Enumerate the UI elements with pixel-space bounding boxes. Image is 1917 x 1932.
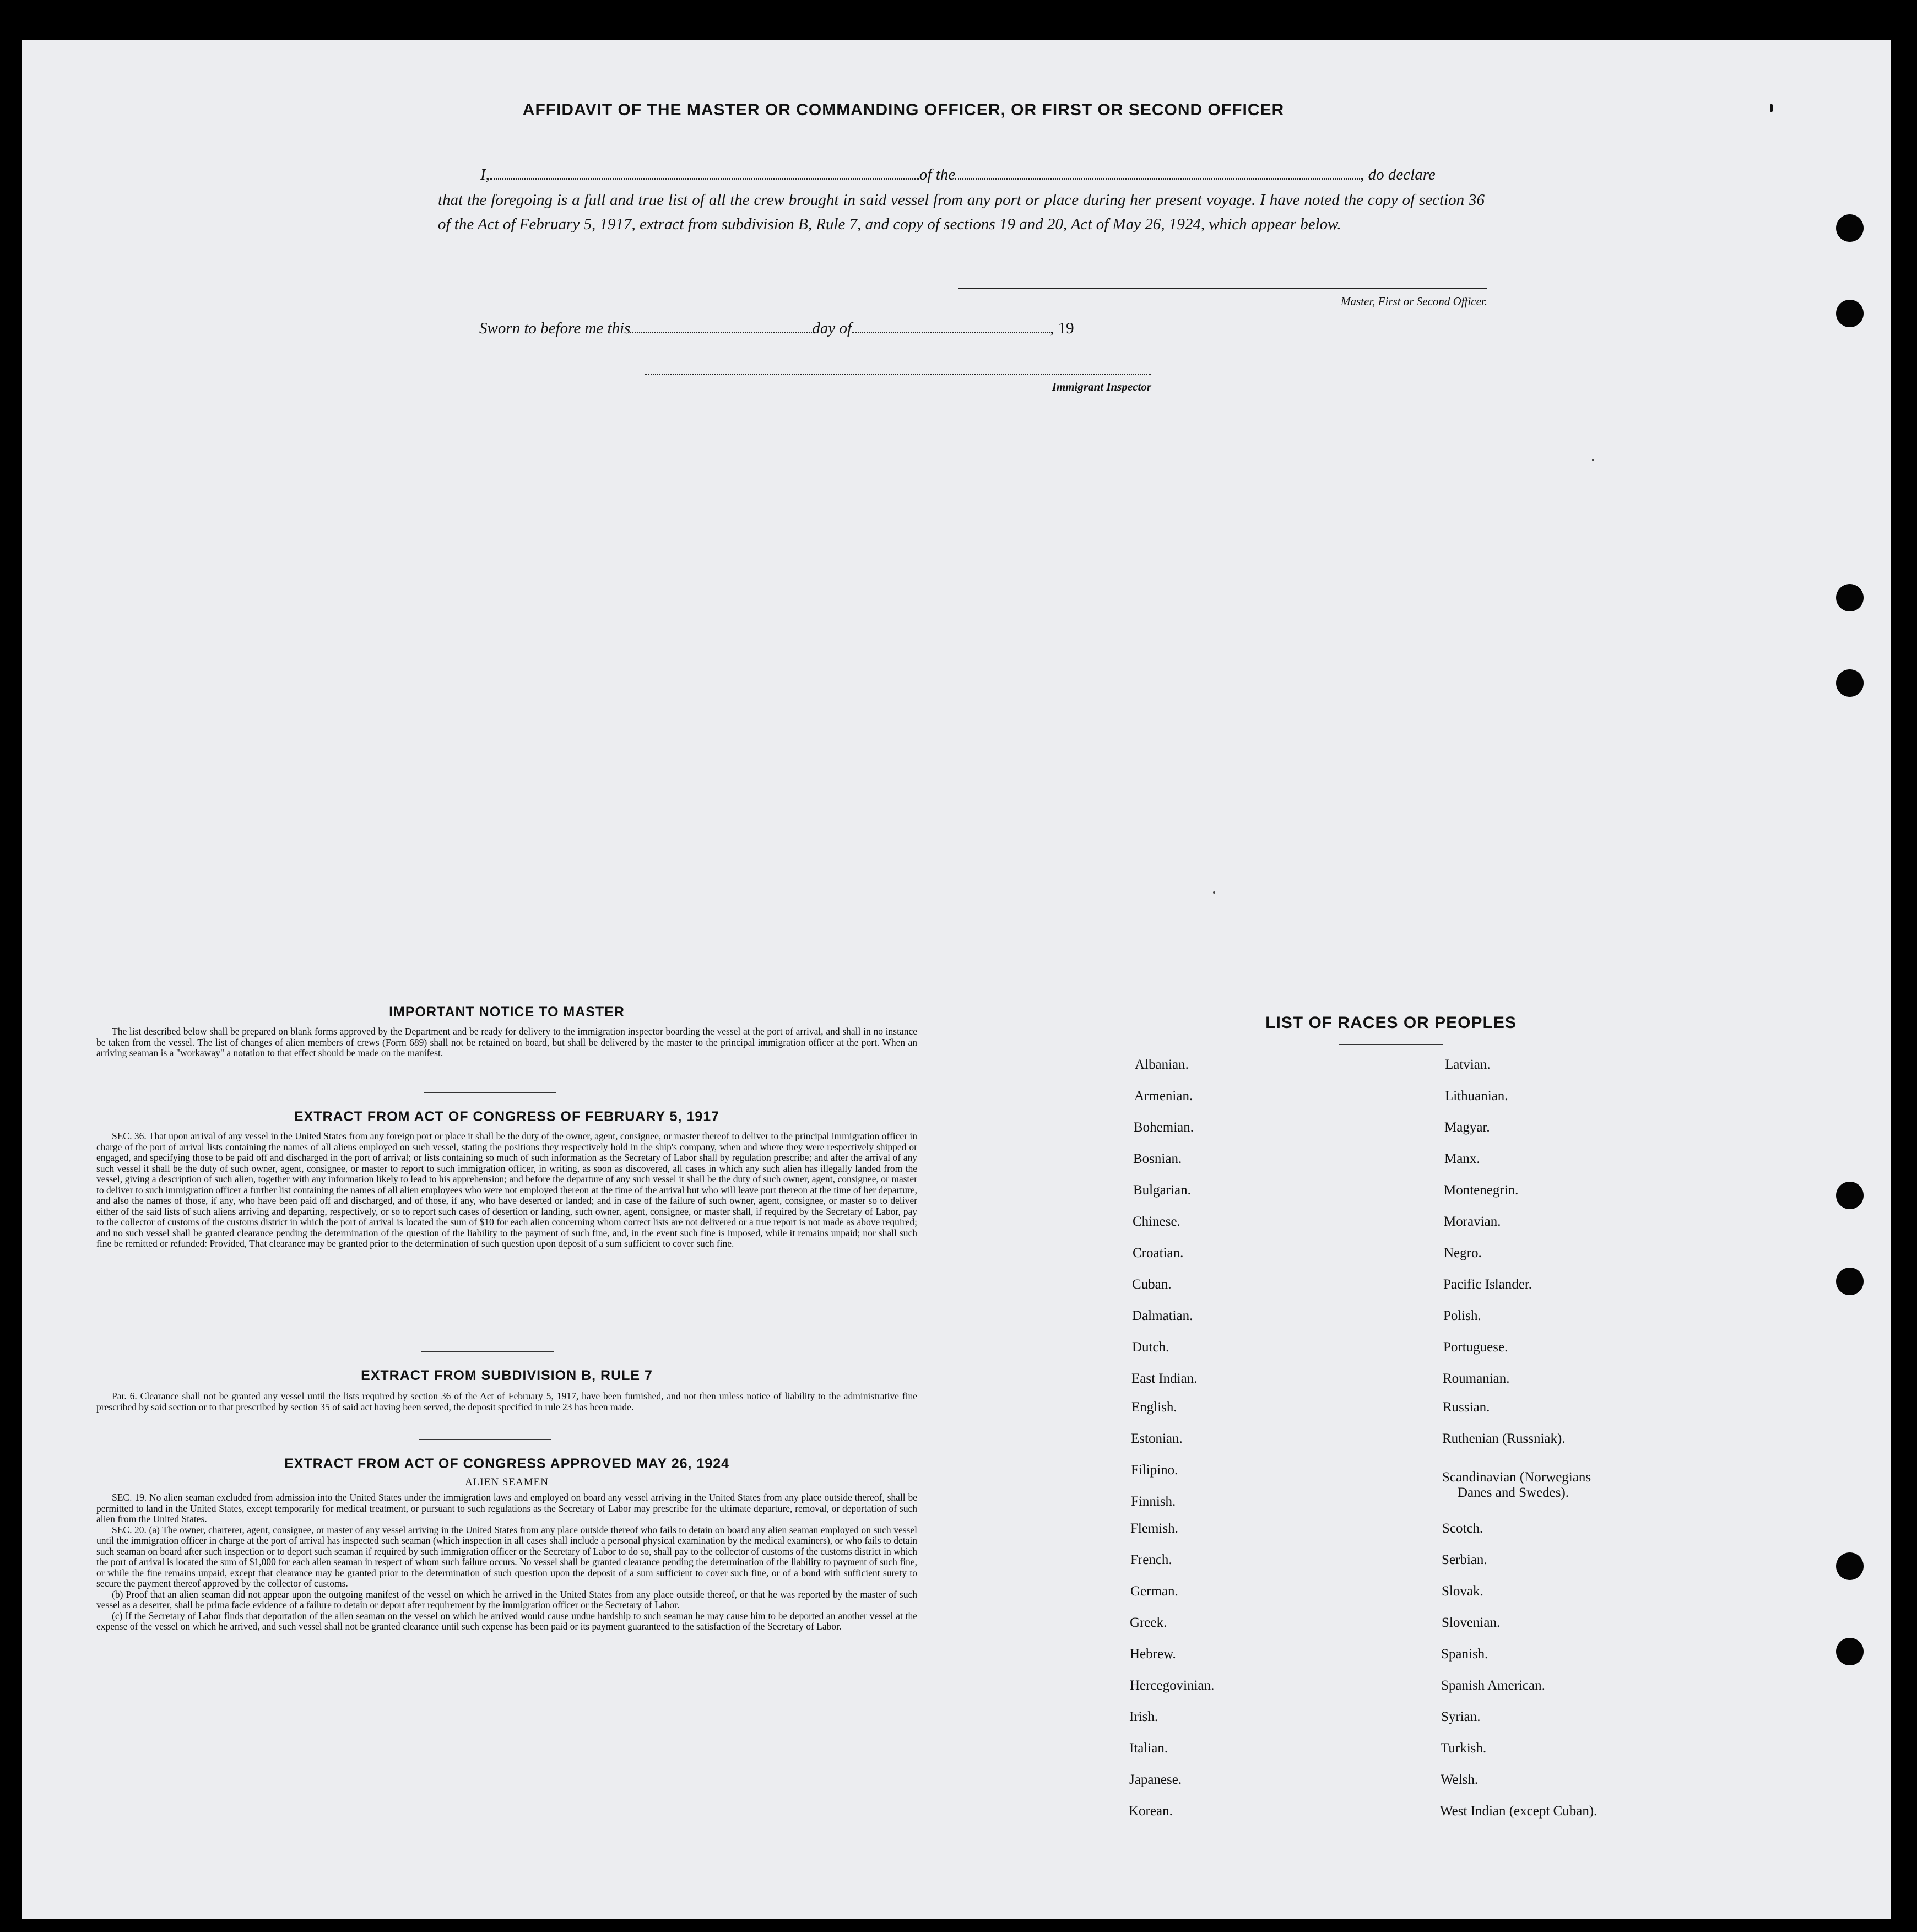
sec-20b-paragraph: (b) Proof that an alien seaman did not appear upon the outgoing manifest of the vessel on which he arrived in the United States from any place outside thereof, or that he was reported by the master of such vessel as a deserter, shall be prima facie evidence of a failure to detain or deport after requirement by the immigration officer or the Secretary of Labor.: [96, 1588, 917, 1610]
race-item: Italian.: [1129, 1741, 1168, 1756]
race-item: Polish.: [1443, 1308, 1481, 1323]
race-item: Manx.: [1444, 1151, 1480, 1166]
race-item: Ruthenian (Russniak).: [1442, 1431, 1566, 1446]
race-item: Montenegrin.: [1444, 1183, 1519, 1198]
races-divider: [1339, 1044, 1443, 1045]
race-item: Estonian.: [1131, 1431, 1183, 1446]
race-item: Welsh.: [1441, 1772, 1479, 1787]
speck: [1213, 891, 1215, 894]
sworn-label: Sworn to before me this: [479, 320, 631, 337]
affidavit-statement: that the foregoing is a full and true list of all the crew brought in said vessel from any port or place during her present voyage. I have noted the copy of section 36 of the Act of February 5, 1917, extract from subdivision B, Rule 7, and copy of sections 19 and 20, Act of May 26, 1924, which appear below.: [438, 191, 1485, 233]
extract-1924-title: EXTRACT FROM ACT OF CONGRESS APPROVED MAY 26, 1924: [284, 1456, 730, 1471]
race-item: Korean.: [1129, 1804, 1173, 1819]
race-item: Danes and Swedes).: [1458, 1485, 1569, 1500]
extract-1917-title: EXTRACT FROM ACT OF CONGRESS OF FEBRUARY 5, 1917: [294, 1109, 720, 1124]
race-item: Lithuanian.: [1445, 1089, 1508, 1103]
sec-20c-paragraph: (c) If the Secretary of Labor finds that deportation of the alien seaman on the vessel on which he arrived would cause undue hardship to such seaman he may cause him to be deported an another vessel at the expense of the vessel on which he arrived, and such vessel shall not be granted clearance until such expense has been paid or its payment guaranteed to the satisfaction of the Secretary of Labor.: [96, 1610, 917, 1632]
rule7-paragraph: Par. 6. Clearance shall not be granted any vessel until the lists required by section 36 of the Act of February 5, 1917, have been furnished, and not then unless notice of liability to the administrative fine prescribed by said section or to that prescribed by section 35 of said act having been served, the deposit specified in rule 23 has been made.: [96, 1390, 917, 1413]
master-signature-line[interactable]: [958, 288, 1487, 289]
extract-rule7-title: EXTRACT FROM SUBDIVISION B, RULE 7: [361, 1368, 653, 1383]
punch-hole: [1836, 1268, 1864, 1295]
inspector-label: Immigrant Inspector: [1052, 380, 1151, 393]
document-page: [22, 40, 1891, 1919]
race-item: Bulgarian.: [1133, 1183, 1191, 1198]
race-item: Irish.: [1129, 1709, 1158, 1724]
sworn-day-field[interactable]: [630, 332, 812, 333]
sec-19-paragraph: SEC. 19. No alien seaman excluded from admission into the United States under the immigration laws and employed on board any vessel arriving in the United States from any place outside thereof, shall be permitted to land in the United States, except temporarily for medical treatment, or pursuant to such regulations as the Secretary of Labor may prescribe for the ultimate departure, removal, or deportation of such alien from the United States.: [96, 1492, 917, 1524]
master-signature-label: Master, First or Second Officer.: [1341, 295, 1487, 308]
race-item: Turkish.: [1441, 1741, 1487, 1756]
race-item: Negro.: [1444, 1246, 1482, 1260]
notice-paragraph: The list described below shall be prepared on blank forms approved by the Department and be ready for delivery to the immigration inspector boarding the vessel at the port of arrival, and shall in no instance be taken from the vessel. The list of changes of alien members of crews (Form 689) shall not be retained on board, but shall be delivered by the master to the principal immigration officer at the port. When an arriving seaman is a "workaway" a notation to that effect should be made on the manifest.: [96, 1026, 917, 1058]
punch-hole: [1836, 669, 1864, 697]
race-item: Pacific Islander.: [1443, 1277, 1532, 1292]
race-item: Japanese.: [1129, 1772, 1182, 1787]
section-36-paragraph: SEC. 36. That upon arrival of any vessel in the United States from any foreign port or place it shall be the duty of the owner, agent, consignee, or master thereof to deliver to the principal immigration officer in charge of the port of arrival lists containing the names of all aliens employed on such vessel, stating the positions they respectively hold in the ship's company, when and where they were respectively shipped or engaged, and specifying those to be paid off and discharged in the port of arrival; or lists containing so much of such information as the Secretary of Labor shall by regulation prescribe; and after the arrival of any such vessel it shall be the duty of such owner, agent, consignee, or master to report to such immigration officer, in writing, as soon as discovered, all cases in which any such alien has illegally landed from the vessel, giving a description of such alien, together with any information likely to lead to his apprehension; and before the departure of any such vessel it shall be the duty of such owner, agent, consignee, or master to deliver to such immigration officer a further list containing the names of all alien employees who were not employed thereon at the time of the arrival but who will leave port thereon at the time of her departure, and also the names of those, if any, who have been paid off and discharged, and of those, if any, who have deserted or landed; and in case of the failure of such owner, agent, consignee, or master so to deliver either of the said lists of such aliens arriving and departing, respectively, or so to report such cases of desertion or landing, such owner, agent, consignee, or master shall, if required by the Secretary of Labor, pay to the collector of customs of the customs district in which the port of arrival is located the sum of $10 for each alien concerning whom correct lists are not delivered or a true report is not made as above required; and no such vessel shall be granted clearance pending the determination of the question of the liability to the payment of such fine, and, in the event such fine is imposed, while it remains unpaid; nor shall such fine be remitted or refunded: Provided, That clearance may be granted prior to the determination of such question upon deposit of a sum sufficient to cover such fine.: [96, 1130, 917, 1249]
race-item: Magyar.: [1444, 1120, 1490, 1135]
of-label: of the: [919, 166, 956, 183]
sworn-month-field[interactable]: [852, 332, 1050, 333]
punch-hole: [1836, 1552, 1864, 1580]
sworn-line: [479, 320, 1140, 338]
declarant-name-field[interactable]: [490, 178, 919, 180]
race-item: West Indian (except Cuban).: [1440, 1804, 1598, 1819]
vessel-name-field[interactable]: [955, 178, 1360, 180]
speck: [1770, 104, 1773, 112]
day-of-label: day of: [812, 320, 852, 337]
race-item: English.: [1131, 1400, 1177, 1415]
race-item: Armenian.: [1134, 1089, 1193, 1103]
race-item: Dutch.: [1132, 1340, 1169, 1355]
race-item: Slovak.: [1442, 1584, 1483, 1599]
race-item: Albanian.: [1135, 1057, 1189, 1072]
extract-1924-body: [96, 1492, 917, 1632]
inspector-signature-line[interactable]: [645, 374, 1151, 375]
race-item: Flemish.: [1130, 1521, 1178, 1536]
section-divider: [424, 1092, 556, 1093]
race-item: Chinese.: [1133, 1214, 1180, 1229]
race-item: Hercegovinian.: [1130, 1678, 1215, 1693]
punch-hole: [1836, 584, 1864, 611]
race-item: Syrian.: [1441, 1709, 1481, 1724]
affidavit-declaration-line: [480, 166, 1488, 184]
year-label: , 19: [1050, 320, 1074, 337]
race-item: Croatian.: [1133, 1246, 1184, 1260]
section-divider: [419, 1439, 551, 1440]
race-item: Spanish American.: [1441, 1678, 1545, 1693]
notice-title: IMPORTANT NOTICE TO MASTER: [389, 1004, 625, 1020]
race-item: Roumanian.: [1443, 1371, 1510, 1386]
race-item: Moravian.: [1444, 1214, 1501, 1229]
alien-seamen-subtitle: ALIEN SEAMEN: [465, 1476, 549, 1488]
declare-label: , do declare: [1360, 166, 1436, 183]
sec-20a-paragraph: SEC. 20. (a) The owner, charterer, agent, consignee, or master of any vessel arriving in the United States from any place outside thereof who fails to detain on board any alien seaman employed on such vessel until the immigration officer in charge at the port of arrival has inspected such seaman (which inspection in all cases shall include a personal physical examination by the medical examiners), or who fails to detain such seaman on board after such inspection or to deport such seaman if required by such immigration officer or the Secretary of Labor to do so, shall pay to the collector of customs of the customs district in which the port of arrival is located the sum of $1,000 for each alien seaman in respect of whom such failure occurs. No vessel shall be granted clearance pending the determination of the liability to payment of such fine, or while the fine remains unpaid, except that clearance may be granted prior to the determination of such question upon the deposit of a sum sufficient to cover such fine, or of a bond with sufficient surety to secure the payment thereof approved by the collector of customs.: [96, 1524, 917, 1589]
race-item: Bosnian.: [1133, 1151, 1182, 1166]
race-item: Hebrew.: [1130, 1647, 1176, 1662]
race-item: Portuguese.: [1443, 1340, 1508, 1355]
race-item: Scotch.: [1442, 1521, 1483, 1536]
race-item: East Indian.: [1131, 1371, 1198, 1386]
race-item: French.: [1130, 1552, 1172, 1567]
extract-rule7-body: [96, 1391, 917, 1413]
notice-body: [96, 1026, 917, 1059]
affidavit-title: AFFIDAVIT OF THE MASTER OR COMMANDING OFFICER, OR FIRST OR SECOND OFFICER: [522, 101, 1285, 119]
punch-hole: [1836, 1182, 1864, 1209]
race-item: Finnish.: [1131, 1494, 1176, 1509]
race-item: Cuban.: [1132, 1277, 1172, 1292]
race-item: Spanish.: [1441, 1647, 1488, 1662]
race-item: Latvian.: [1445, 1057, 1491, 1072]
punch-hole: [1836, 300, 1864, 327]
race-item: Greek.: [1130, 1615, 1167, 1630]
extract-1917-body: [96, 1131, 917, 1249]
race-item: Filipino.: [1131, 1463, 1178, 1478]
races-title: LIST OF RACES OR PEOPLES: [1265, 1014, 1517, 1032]
race-item: Bohemian.: [1134, 1120, 1194, 1135]
punch-hole: [1836, 214, 1864, 242]
section-divider: [421, 1351, 554, 1352]
race-item: German.: [1130, 1584, 1178, 1599]
speck: [1592, 459, 1594, 461]
declarant-prefix: I,: [480, 166, 490, 183]
race-item: Serbian.: [1442, 1552, 1487, 1567]
race-item: Slovenian.: [1442, 1615, 1501, 1630]
punch-hole: [1836, 1638, 1864, 1665]
race-item: Scandinavian (Norwegians: [1442, 1470, 1591, 1485]
race-item: Dalmatian.: [1132, 1308, 1193, 1323]
race-item: Russian.: [1443, 1400, 1490, 1415]
